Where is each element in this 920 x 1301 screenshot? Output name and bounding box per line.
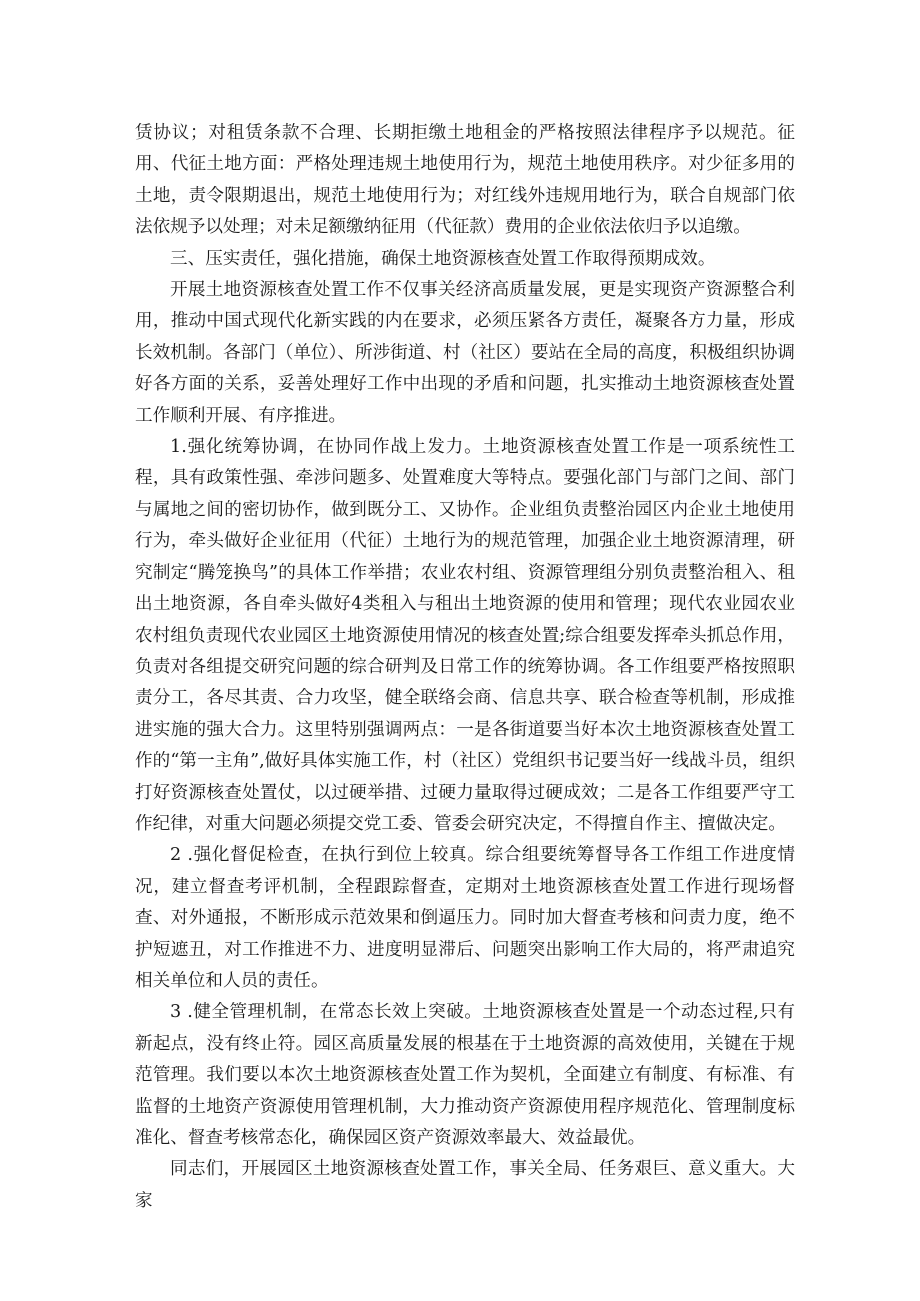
paragraph-responsibility: 开展土地资源核查处置工作不仅事关经济高质量发展，更是实现资产资源整合利用，推动中国式现代化新实践的内在要求，必须压紧各方责任，凝聚各方力量，形成长效机制。各部门（单位）、所涉街道、村（社区）要站在全局的高度，积极组织协调好各方面的关系，妥善处理好工作中出现的矛盾和问题，扎实推动土地资源核查处置工作顺利开展、有序推进。: [135, 280, 795, 426]
section-heading-three: 三、压实责任，强化措施，确保土地资源核查处置工作取得预期成效。: [170, 248, 716, 269]
paragraph-item-three: 3 .健全管理机制，在常态长效上突破。土地资源核查处置是一个动态过程,只有新起点，没有终止符。园区高质量发展的根基在于土地资源的高效使用，关键在于规范管理。我们要以本次土地资源核查处置工作为契机，全面建立有制度、有标准、有监督的土地资产资源使用管理机制，大力推动资产资源使用程序规范化、管理制度标准化、督查考核常态化，确保园区资产资源效率最大、效益最优。: [135, 1002, 795, 1148]
paragraph-item-one: 1.强化统筹协调，在协同作战上发力。土地资源核查处置工作是一项系统性工程，具有政策性强、牵涉问题多、处置难度大等特点。要强化部门与部门之间、部门与属地之间的密切协作，做到既分工、又协作。企业组负责整治园区内企业土地使用行为，牵头做好企业征用（代征）土地行为的规范管理，加强企业土地资源清理，研究制定“腾笼换鸟”的具体工作举措；农业农村组、资源管理组分别负责整治租入、租出土地资源，各自牵头做好4类租入与租出土地资源的使用和管理；现代农业园农业农村组负责现代农业园区土地资源使用情况的核查处置;综合组要发挥牵头抓总作用，负责对各组提交研究问题的综合研判及日常工作的统筹协调。各工作组要严格按照职责分工，各尽其责、合力攻坚，健全联络会商、信息共享、联合检查等机制，形成推进实施的强大合力。这里特别强调两点：一是各街道要当好本次土地资源核查处置工作的“第一主角”,做好具体实施工作，村（社区）党组织书记要当好一线战斗员，组织打好资源核查处置仗，以过硬举措、过硬力量取得过硬成效；二是各工作组要严守工作纪律，对重大问题必须提交党工委、管委会研究决定，不得擅自作主、擅做决定。: [135, 437, 795, 834]
paragraph-item-two: 2 .强化督促检查，在执行到位上较真。综合组要统筹督导各工作组工作进度情况，建立督查考评机制，全程跟踪督查，定期对土地资源核查处置工作进行现场督查、对外通报，不断形成示范效果和倒逼压力。同时加大督查考核和问责力度，绝不护短遮丑，对工作推进不力、进度明显滞后、问题突出影响工作大局的，将严肃追究相关单位和人员的责任。: [135, 845, 795, 991]
paragraph-lease-regulation: 赁协议；对租赁条款不合理、长期拒缴土地租金的严格按照法律程序予以规范。征用、代征土地方面：严格处理违规土地使用行为，规范土地使用秩序。对少征多用的土地，责令限期退出，规范土地使用行为；对红线外违规用地行为，联合自规部门依法依规予以处理；对未足额缴纳征用（代征款）费用的企业依法依归予以追缴。: [135, 123, 795, 238]
document-page: [135, 118, 795, 1217]
paragraph-closing: 同志们，开展园区土地资源核查处置工作，事关全局、任务艰巨、意义重大。大家: [135, 1159, 795, 1211]
